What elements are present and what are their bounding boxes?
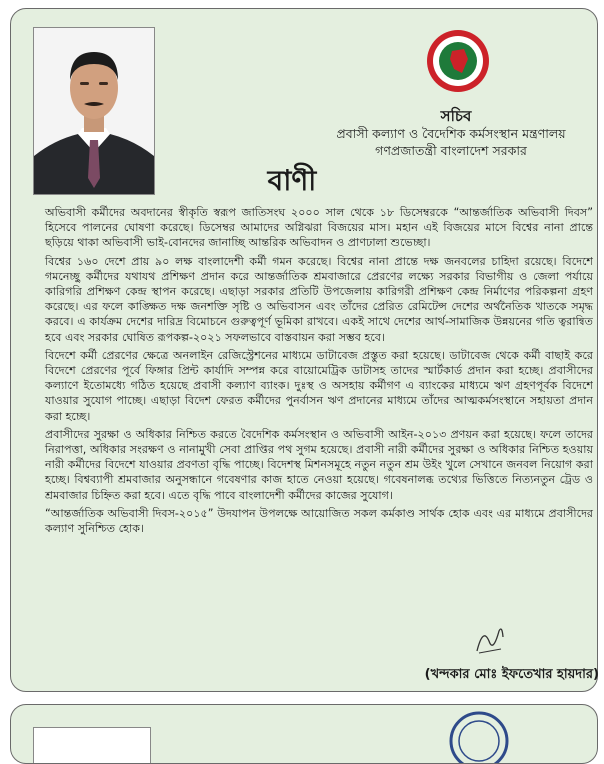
paragraph: বিশ্বের ১৬০ দেশে প্রায় ৯০ লক্ষ বাংলাদেশী কর্মী গমন করেছে। বিশ্বের নানা প্রান্তে দক্ষ জনবলের চাহিদা রয়েছে। বিদেশে গমনেচ্ছু কর্মীদের যথাযথ প্রশিক্ষণ প্রদান করে আন্তর্জাতিক শ্রমবাজারে প্রেরণের লক্ষ্যে সরকার বিভাগীয় ও জেলা পর্যায়ে কারিগরি প্রশিক্ষণ কেন্দ্র স্থাপন করেছে। এছাড়া সরকার প্রতিটি উপজেলায় কারিগরী প্রশিক্ষণ কেন্দ্র নির্মাণের পরিকল্পনা গ্রহণ করেছে। এর ফলে কাঙ্ক্ষিত দক্ষ জনশক্তি সৃষ্টি ও অভিবাসন এবং তাঁদের প্রেরিত রেমিটেন্স দেশের অর্থনৈতিক খাতকে সমৃদ্ধ করবে। এ কার্যক্রম দেশের দারিদ্র বিমোচনে গুরুত্বপূর্ণ ভূমিকা রাখবে। একই সাথে দেশের আর্থ-সামাজিক উন্নয়নের গতি ত্বরান্বিত হবে এবং সরকার ঘোষিত রূপকল্প-২০২১ সফলভাবে বাস্তবায়ন করা সম্ভব হবে।	[45, 254, 593, 344]
signature	[469, 623, 509, 657]
paragraph: বিদেশে কর্মী প্রেরণের ক্ষেত্রে অনলাইন রেজিস্ট্রেশনের মাধ্যমে ডাটাবেজ প্রস্তুত করা হয়েছে। ডাটাবেজ থেকে কর্মী বাছাই করে বিদেশে প্রেরণের পূর্বে ফিঙ্গার প্রিন্ট কার্যাদি সম্পন্ন করে বায়োমেট্রিক ডাটাসহ তাদের স্মার্টকার্ড প্রদান করা হচ্ছে। প্রবাসীদের কল্যাণে ইতোমধ্যে গঠিত হয়েছে প্রবাসী কল্যাণ ব্যাংক। দুঃস্থ ও অসহায় কর্মীগণ এ ব্যাংকের মাধ্যমে ঋণ গ্রহণপূর্বক বিদেশে যাওয়ার সুযোগ পাচ্ছে। এছাড়া বিদেশ ফেরত কর্মীদের পুনর্বাসন ঋণ প্রদানের মাধ্যমে তাঁদের আত্মকর্মসংস্থানে সহায়তা প্রদান করা হচ্ছে।	[45, 348, 593, 423]
emblem-2	[449, 711, 509, 764]
government-name: গণপ্রজাতন্ত্রী বাংলাদেশ সরকার	[375, 143, 527, 158]
portrait-photo-2	[33, 727, 151, 764]
paragraph: “আন্তর্জাতিক অভিবাসী দিবস-২০১৫” উদযাপন উপলক্ষে আয়োজিত সকল কর্মকাণ্ড সার্থক হোক এবং এর মাধ্যমে প্রবাসীদের কল্যাণ সুনিশ্চিত হোক।	[45, 506, 593, 536]
paragraph: প্রবাসীদের সুরক্ষা ও অধিকার নিশ্চিত করতে বৈদেশিক কর্মসংস্থান ও অভিবাসী আইন-২০১৩ প্রণয়ন করা হয়েছে। ফলে তাদের নিরাপত্তা, অধিকার সংরক্ষণ ও নানামুখী সেবা প্রাপ্তির পথ সুগম হয়েছে। প্রবাসী নারী কর্মীদের সুরক্ষা ও অধিকার নিশ্চিত হওয়ায় নারী কর্মীদের বিদেশে যাওয়ার প্রবণতা বৃদ্ধি পাচ্ছে। বিদেশস্থ মিশনসমূহে নতুন নতুন শ্রম উইং খুলে সেখানে জনবল নিয়োগ করা হচ্ছে। বিশ্বব্যাপী শ্রমবাজার অনুসন্ধানে গবেষণার কাজ হাতে নেওয়া হয়েছে। গবেষনালব্ধ তথ্যের ভিত্তিতে নিত্যনতুন ট্রেড ও শ্রমবাজার চিহ্নিত করা হবে। এতে বৃদ্ধি পাবে বাংলাদেশী কর্মীদের কাজের সুযোগ।	[45, 427, 593, 502]
portrait-photo	[33, 27, 155, 195]
message-heading: বাণী	[267, 164, 317, 197]
signer-name: (খন্দকার মোঃ ইফতেখার হায়দার)	[424, 667, 599, 682]
next-message-card	[10, 704, 598, 764]
government-emblem	[426, 29, 490, 93]
designation-title: সচিব	[440, 107, 472, 125]
paragraph: অভিবাসী কর্মীদের অবদানের স্বীকৃতি স্বরূপ জাতিসংঘ ২০০০ সাল থেকে ১৮ ডিসেম্বরকে “আন্তর্জাতিক অভিবাসী দিবস” হিসেবে পালনের ঘোষণা করেছে। ডিসেম্বর আমাদের অগ্নিঝরা বিজয়ের মাস। মহান এই বিজয়ের মাসে বিশ্বের নানা প্রান্তে ছড়িয়ে থাকা অভিবাসী ভাই-বোনদের জানাচ্ছি আন্তরিক অভিবাদন ও প্রাণঢালা শুভেচ্ছা।	[45, 206, 593, 250]
message-body	[45, 205, 593, 539]
message-card	[10, 8, 598, 692]
ministry-name: প্রবাসী কল্যাণ ও বৈদেশিক কর্মসংস্থান মন্ত্রণালয়	[336, 126, 566, 141]
